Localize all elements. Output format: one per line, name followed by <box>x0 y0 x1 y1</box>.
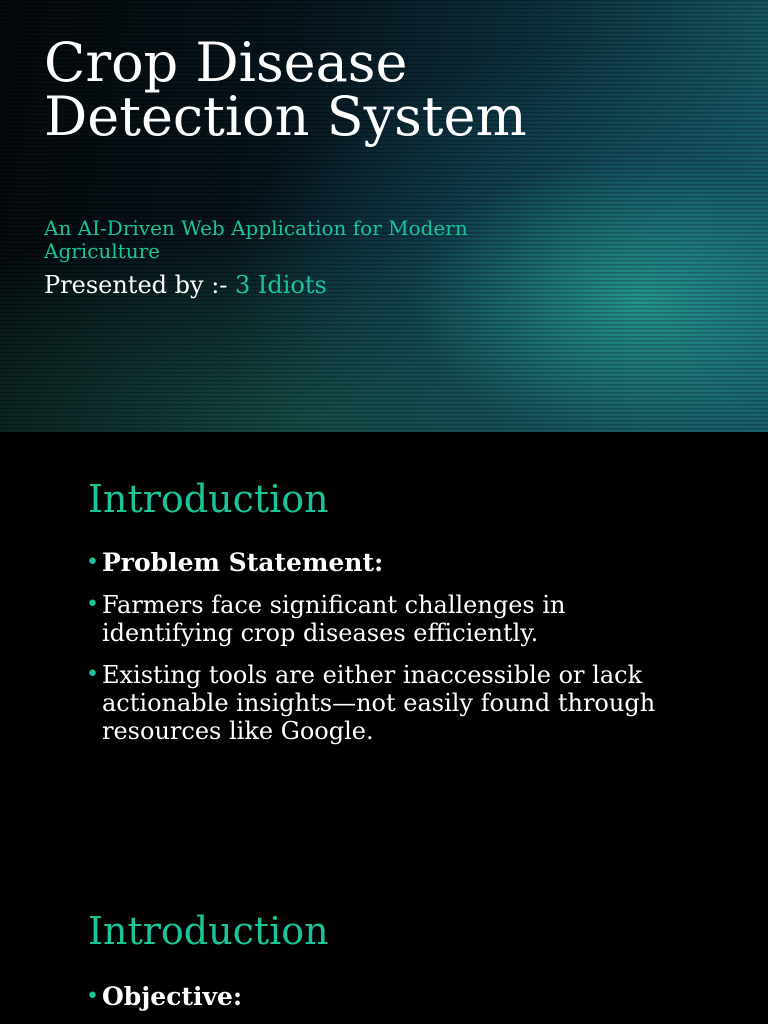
bullet-text: Existing tools are either inaccessible or lack actionable insights—not easily found through resources like Google. <box>102 661 656 745</box>
slide-heading: Introduction <box>88 477 329 521</box>
bullet-dot-icon: • <box>86 984 99 1009</box>
bullet-dot-icon: • <box>86 592 99 617</box>
bullet-item <box>86 591 696 647</box>
slide-heading: Introduction <box>88 909 329 953</box>
bullet-dot-icon: • <box>86 662 99 687</box>
team-name: 3 Idiots <box>235 271 327 299</box>
bullet-item <box>86 661 696 745</box>
bullet-list <box>86 549 696 759</box>
bullet-item <box>86 549 696 577</box>
presentation-subtitle: An AI-Driven Web Application for Modern Agriculture <box>44 216 468 263</box>
bullet-dot-icon: • <box>86 550 99 575</box>
introduction-slide-problem <box>0 432 768 866</box>
bullet-text: Problem Statement: <box>102 548 384 577</box>
title-slide <box>0 0 768 432</box>
bullet-text: Farmers face significant challenges in identifying crop diseases efficiently. <box>102 591 566 647</box>
introduction-slide-objective <box>0 866 768 1024</box>
bullet-text: Objective: <box>102 982 243 1011</box>
bullet-list <box>86 983 696 1024</box>
presented-by-line <box>44 270 327 300</box>
bullet-item <box>86 983 696 1011</box>
presented-by-label: Presented by :- <box>44 271 236 299</box>
presentation-title: Crop Disease Detection System <box>44 31 527 148</box>
